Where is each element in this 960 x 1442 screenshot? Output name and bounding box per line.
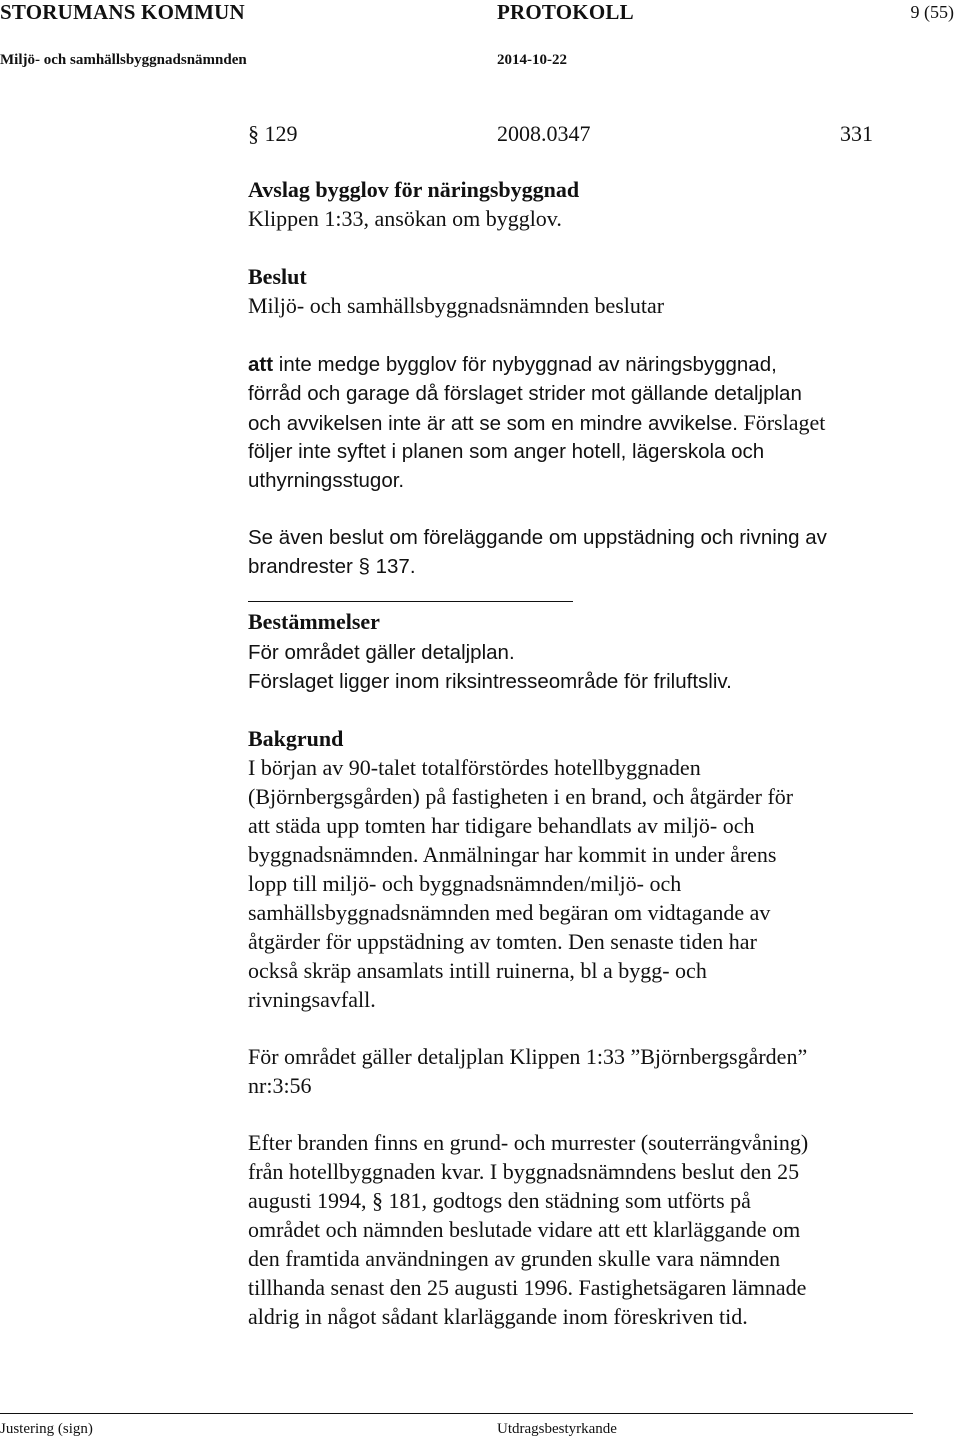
bakgrund-heading: Bakgrund [248,726,344,751]
bakgrund-p3-line: området och nämnden beslutade vidare att ett klarläggande om [248,1217,801,1242]
section-number: § 129 [248,121,298,146]
beslut-heading: Beslut [248,264,307,289]
bakgrund-p2-line: För området gäller detaljplan Klippen 1:33 ”Björnbergsgården” [248,1044,808,1069]
bakgrund-p1-line: rivningsavfall. [248,987,376,1012]
bakgrund-p1-line: lopp till miljö- och byggnadsnämnden/miljö- och [248,871,682,896]
bestammelser-heading: Bestämmelser [248,609,380,634]
beslut-line-3a: och avvikelsen inte är att se som en mindre avvikelse. [248,412,738,435]
bakgrund-p1-line: åtgärder för uppstädning av tomten. Den senaste tiden har [248,929,757,954]
case-ref: 331 [840,121,873,146]
committee-name: Miljö- och samhällsbyggnadsnämnden [0,52,247,68]
beslut-line-4: följer inte syftet i planen som anger hotell, lägerskola och [248,440,765,463]
meeting-date: 2014-10-22 [497,52,567,68]
case-title: Avslag bygglov för näringsbyggnad [248,177,580,202]
bakgrund-paragraph-1 [248,753,793,1014]
bakgrund-p1-line: samhällsbyggnadsnämnden med begäran om vidtagande av [248,900,771,925]
bakgrund-p1-line: också skräp ansamlats intill ruinerna, bl a bygg- och [248,958,707,983]
justering-label: Justering (sign) [0,1421,93,1437]
bakgrund-p1-line: (Björnbergsgården) på fastigheten i en brand, och åtgärder för [248,784,794,809]
bakgrund-paragraph-3 [248,1128,808,1331]
beslut-line-5: uthyrningsstugor. [248,469,405,492]
see-also-line-1: Se även beslut om föreläggande om uppstädning och rivning av [248,526,827,549]
bestammelser-line-2: Förslaget ligger inom riksintresseområde för friluftsliv. [248,670,732,693]
case-subtitle: Klippen 1:33, ansökan om bygglov. [248,206,562,231]
beslut-line-1-text: inte medge bygglov för nybyggnad av näringsbyggnad, [273,353,777,376]
beslut-intro: Miljö- och samhällsbyggnadsnämnden beslutar [248,293,665,318]
utdrag-label: Utdragsbestyrkande [497,1421,617,1437]
att-keyword: att [248,353,274,376]
beslut-line-1 [248,350,777,379]
case-number: 2008.0347 [497,121,591,146]
bakgrund-p3-line: Efter branden finns en grund- och murrester (souterrängvåning) [248,1130,809,1155]
bakgrund-p3-line: från hotellbyggnaden kvar. I byggnadsnämndens beslut den 25 [248,1159,800,1184]
separator-line [248,601,573,602]
bakgrund-paragraph-2 [248,1042,807,1100]
doc-type: PROTOKOLL [497,0,634,24]
bakgrund-p2-line: nr:3:56 [248,1073,312,1098]
beslut-line-3 [248,408,825,438]
bakgrund-p3-line: augusti 1994, § 181, godtogs den städning som utförts på [248,1188,751,1213]
beslut-line-3b: Förslaget [737,410,826,435]
org-name: STORUMANS KOMMUN [0,0,245,24]
beslut-line-2: förråd och garage då förslaget strider mot gällande detaljplan [248,382,802,405]
bakgrund-p1-line: byggnadsnämnden. Anmälningar har kommit in under årens [248,842,777,867]
bakgrund-p1-line: I början av 90-talet totalförstördes hotellbyggnaden [248,755,701,780]
footer-rule [0,1413,913,1414]
see-also-line-2: brandrester § 137. [248,555,416,578]
bakgrund-p1-line: att städa upp tomten har tidigare behandlats av miljö- och [248,813,755,838]
bakgrund-p3-line: tillhanda senast den 25 augusti 1996. Fastighetsägaren lämnade [248,1275,807,1300]
bakgrund-p3-line: aldrig in något sådant klarläggande inom föreskriven tid. [248,1304,748,1329]
bakgrund-p3-line: den framtida användningen av grunden skulle vara nämnden [248,1246,781,1271]
bestammelser-line-1: För området gäller detaljplan. [248,641,515,664]
page-number: 9 (55) [910,2,954,22]
